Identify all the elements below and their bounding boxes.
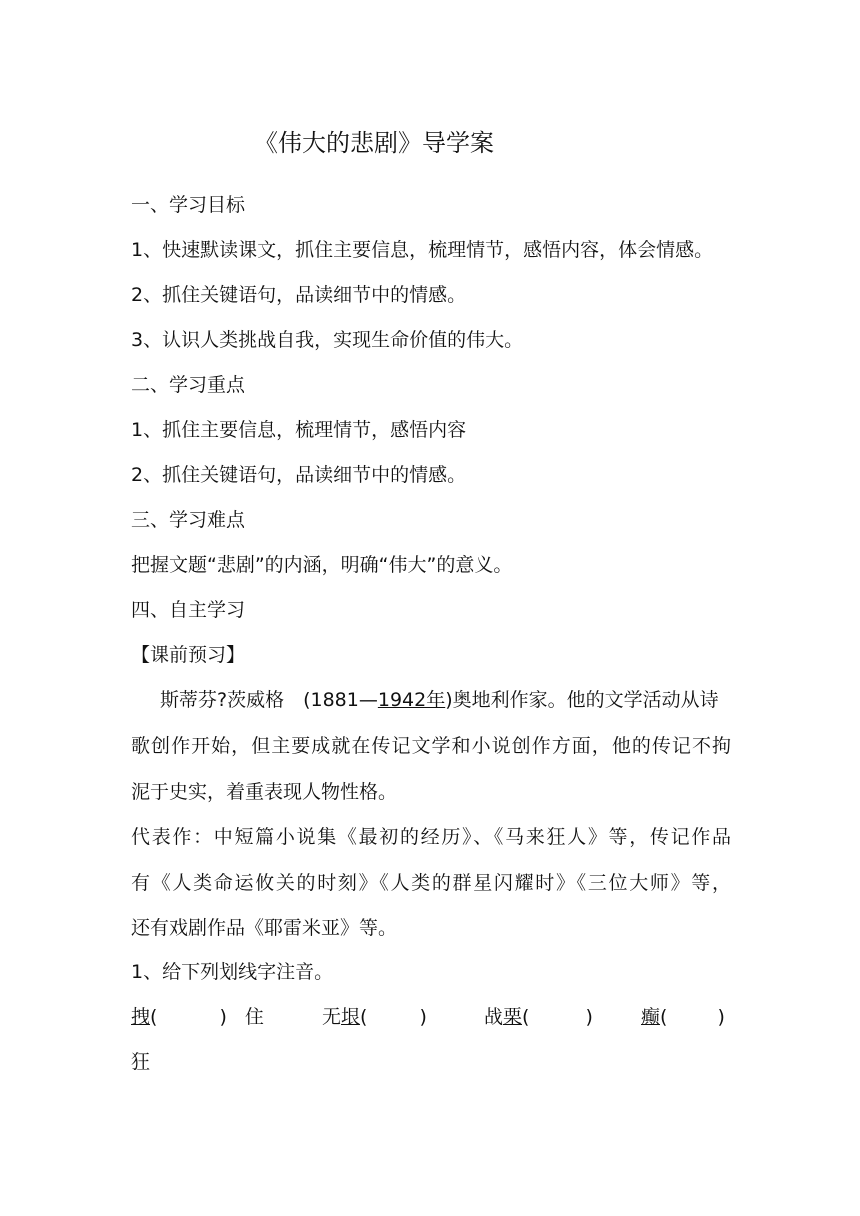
author-intro-line: 歌创作开始，但主要成就在传记文学和小说创作方面，他的传记不拘 [131,735,731,757]
goal-item: 2、抓住关键语句，品读细节中的情感。 [131,284,467,306]
paren-open: ( [660,1006,668,1028]
difficulty-text: 把握文题“悲剧”的内涵，明确“伟大”的意义。 [131,554,513,576]
paren-close: ) [219,1006,227,1028]
underlined-char: 拽 [131,1006,151,1028]
author-intro-line: 泥于史实，着重表现人物性格。 [131,781,398,803]
pinyin-item [131,1005,264,1029]
paren-open: ( [150,1006,158,1028]
char-prefix: 战 [484,1006,504,1028]
question-1-prompt: 1、给下列划线字注音。 [131,961,334,983]
char-suffix-wrapped: 狂 [131,1051,151,1073]
char-suffix: 住 [244,1006,264,1028]
section-heading-key-points: 二、学习重点 [131,374,246,396]
goal-item: 1、快速默读课文，抓住主要信息，梳理情节，感悟内容，体会情感。 [131,239,714,261]
paren-open: ( [522,1006,530,1028]
pinyin-item [322,1005,427,1029]
author-intro-rest: )奥地利作家。他的文学活动从诗 [445,689,719,711]
author-intro-lead: 斯蒂芬?茨威格 (1881— [160,689,378,711]
section-heading-difficulties: 三、学习难点 [131,509,246,531]
underlined-char: 垠 [341,1006,361,1028]
pinyin-item [484,1005,593,1029]
author-death-year: 1942年 [377,689,446,711]
paren-close: ) [585,1006,593,1028]
goal-item: 3、认识人类挑战自我，实现生命价值的伟大。 [131,329,524,351]
char-prefix: 无 [322,1006,342,1028]
paren-close: ) [419,1006,427,1028]
underlined-char: 癫 [641,1006,661,1028]
document-title: 《伟大的悲剧》导学案 [254,129,494,157]
paren-open: ( [360,1006,368,1028]
works-line: 代表作：中短篇小说集《最初的经历》、《马来狂人》等，传记作品 [131,826,731,848]
pinyin-item [641,1005,725,1029]
preview-subheading: 【课前预习】 [131,644,246,666]
works-line: 有《人类命运攸关的时刻》《人类的群星闪耀时》《三位大师》等， [131,872,731,894]
section-heading-goals: 一、学习目标 [131,194,246,216]
works-line: 还有戏剧作品《耶雷米亚》等。 [131,917,398,939]
key-point-item: 2、抓住关键语句，品读细节中的情感。 [131,464,467,486]
author-intro-line [160,688,719,712]
paren-close: ) [717,1006,725,1028]
section-heading-self-study: 四、自主学习 [131,599,246,621]
underlined-char: 栗 [503,1006,523,1028]
key-point-item: 1、抓住主要信息，梳理情节，感悟内容 [131,419,467,441]
